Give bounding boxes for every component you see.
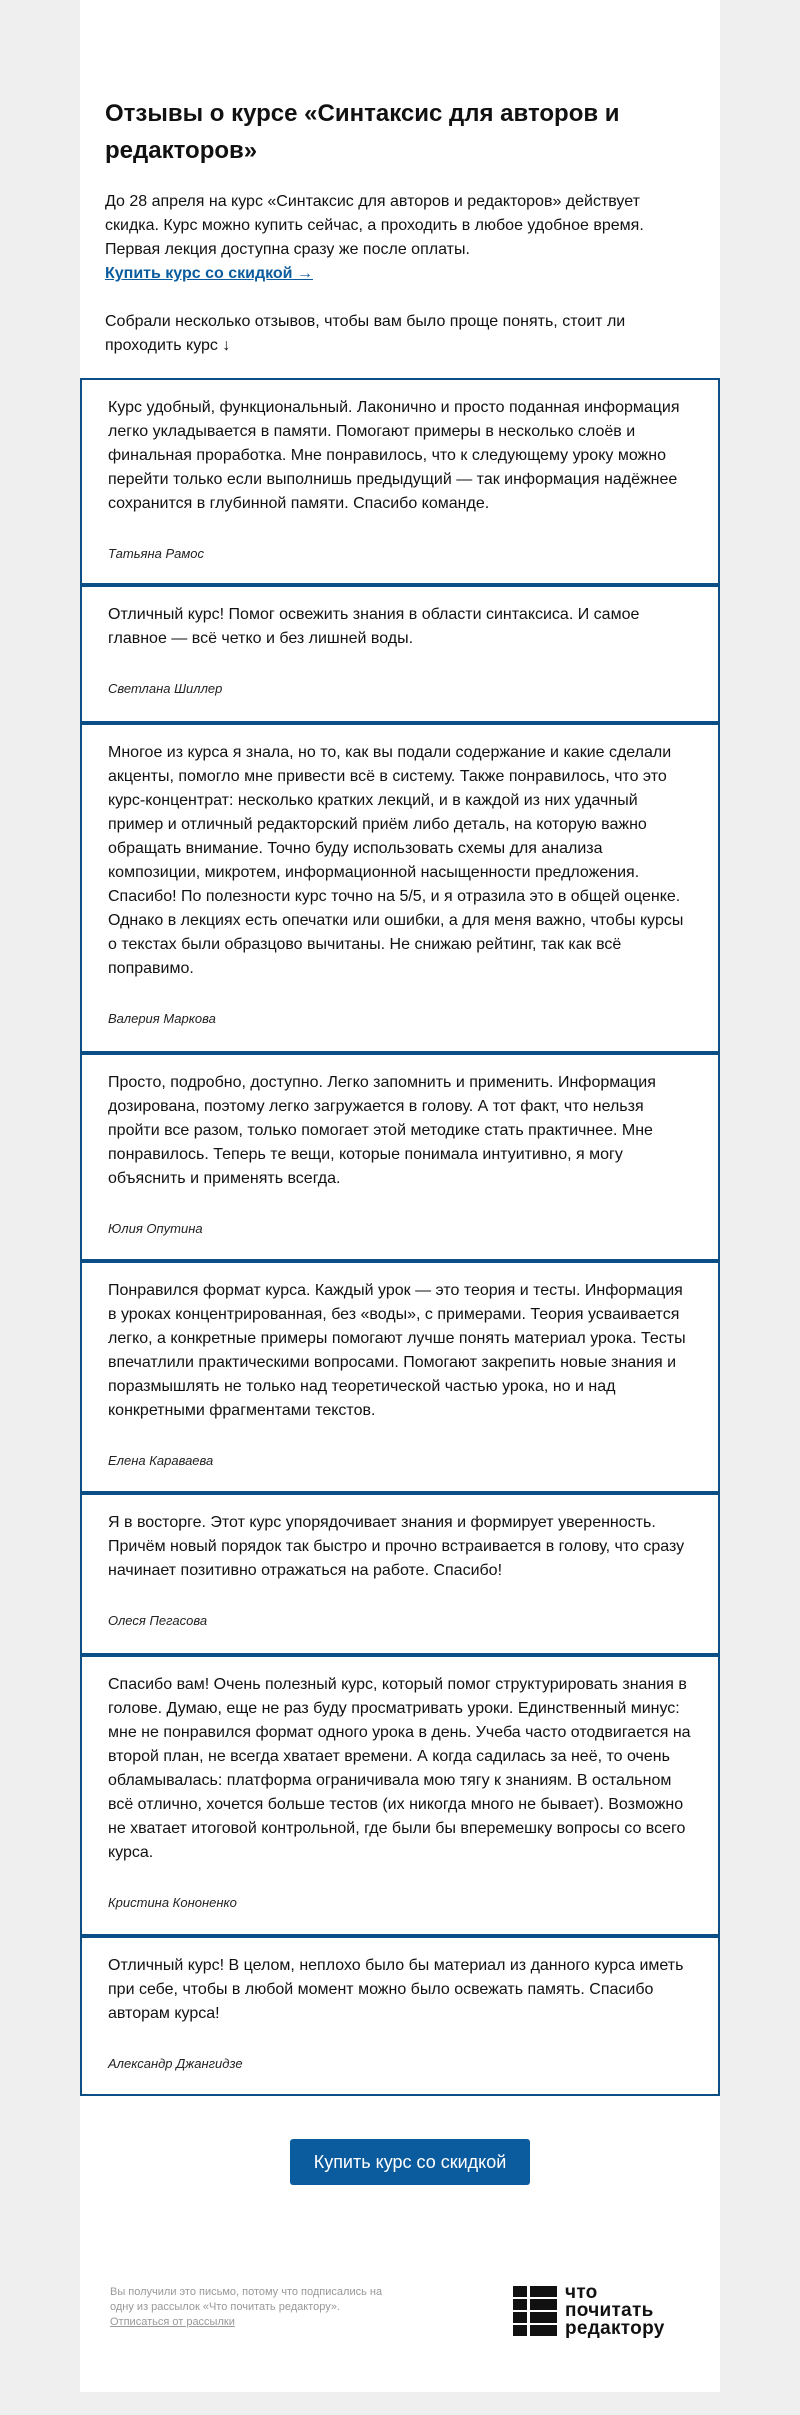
review-author: Елена Караваева (108, 1453, 214, 1468)
logo-bars-icon (513, 2286, 557, 2336)
review-author: Светлана Шиллер (108, 681, 223, 696)
review-card (80, 1934, 720, 2096)
review-text: Курс удобный, функциональный. Лаконично и просто поданная информация легко укладывается в памяти. Помогают примеры в несколько слоёв и финальная проработка. Мне понравилось, что к следующему уроку можно перейти только если выполнишь предыдущий — так информация надёжнее сохранится в глубинной памяти. Спасибо команде. (108, 399, 680, 512)
unsubscribe-link[interactable]: Отписаться от рассылки (110, 2316, 235, 2328)
review-author: Александр Джангидзе (108, 2056, 243, 2071)
reviews-list (80, 378, 720, 2096)
review-author: Валерия Маркова (108, 1011, 216, 1026)
review-card (80, 1051, 720, 1259)
buy-course-button[interactable]: Купить курс со скидкой (290, 2139, 530, 2185)
logo-wordmark: что почитать редактору (565, 2282, 665, 2339)
review-text: Просто, подробно, доступно. Легко запомнить и применить. Информация дозирована, поэтому легко загружается в голову. А тот факт, что нельзя пройти все разом, только помогает этой методике стать практичнее. Мне понравилось. Теперь те вещи, которые понимала интуитивно, я могу объяснить и применять всегда. (108, 1074, 656, 1187)
review-text: Многое из курса я знала, но то, как вы подали содержание и какие сделали акценты, помогло мне привести всё в систему. Также понравилось, что это курс-концентрат: несколько кратких лекций, и в каждой из них удачный пример и отличный редакторский приём либо деталь, на которую важно обращать внимание. Точно буду использовать схемы для анализа композиции, микротем, информационной насыщенности предложения. Спасибо! По полезности курс точно на 5/5, и я отразила это в общей оценке. Однако в лекциях есть опечатки или ошибки, а для меня важно, чтобы курсы о текстах были образцово вычитаны. Не снижаю рейтинг, так как всё поправимо. (108, 744, 684, 977)
review-card (80, 1259, 720, 1491)
review-author: Кристина Кононенко (108, 1895, 237, 1910)
review-author: Татьяна Рамос (108, 546, 205, 561)
footer-note-block (110, 2285, 400, 2330)
email-sheet (80, 0, 720, 2392)
review-text: Отличный курс! В целом, неплохо было бы материал из данного курса иметь при себе, чтобы в любой момент можно было освежать память. Спасибо авторам курса! (108, 1957, 684, 2022)
review-author: Олеся Пегасова (108, 1613, 208, 1628)
footer-note: Вы получили это письмо, потому что подписались на одну из рассылок «Что почитать редактору». (110, 2286, 383, 2313)
review-card (80, 1653, 720, 1934)
review-text: Я в восторге. Этот курс упорядочивает знания и формирует уверенность. Причём новый порядок так быстро и прочно встраивается в голову, что сразу начинает позитивно отражаться на работе. Спасибо! (108, 1514, 685, 1579)
review-text: Отличный курс! Помог освежить знания в области синтаксиса. И самое главное — всё четко и без лишней воды. (108, 606, 640, 647)
review-card (80, 1491, 720, 1653)
buy-discount-link[interactable]: Купить курс со скидкой → (105, 265, 313, 282)
page-title: Отзывы о курсе «Синтаксис для авторов и редакторов» (105, 100, 620, 164)
intro-block (105, 190, 695, 286)
review-text: Понравился формат курса. Каждый урок — это теория и тесты. Информация в уроках концентрированная, без «воды», с примерами. Теория усваивается легко, а конкретные примеры помогают лучше понять материал урока. Тесты впечатлили практическими вопросами. Помогают закрепить новые знания и поразмышлять не только над теоретической частью урока, но и над конкретными фрагментами текстов. (108, 1282, 686, 1419)
review-author: Юлия Опутина (108, 1221, 203, 1236)
intro-text: До 28 апреля на курс «Синтаксис для авторов и редакторов» действует скидка. Курс можно купить сейчас, а проходить в любое удобное время. Первая лекция доступна сразу же после оплаты. (105, 193, 644, 258)
review-card (80, 378, 720, 583)
review-card (80, 583, 720, 721)
brand-logo[interactable] (513, 2282, 693, 2342)
lead-text: Собрали несколько отзывов, чтобы вам было проще понять, стоит ли проходить курс ↓ (105, 313, 626, 354)
review-card (80, 721, 720, 1051)
review-text: Спасибо вам! Очень полезный курс, который помог структурировать знания в голове. Думаю, еще не раз буду просматривать уроки. Единственный минус: мне не понравился формат одного урока в день. Учеба часто отодвигается на второй план, не всегда хватает времени. А когда садилась за неё, то очень обламывалась: платформа ограничивала мою тягу к знаниям. В остальном всё отлично, хочется больше тестов (их никогда много не бывает). Возможно не хватает итоговой контрольной, где были бы вперемешку вопросы со всего курса. (108, 1676, 691, 1861)
